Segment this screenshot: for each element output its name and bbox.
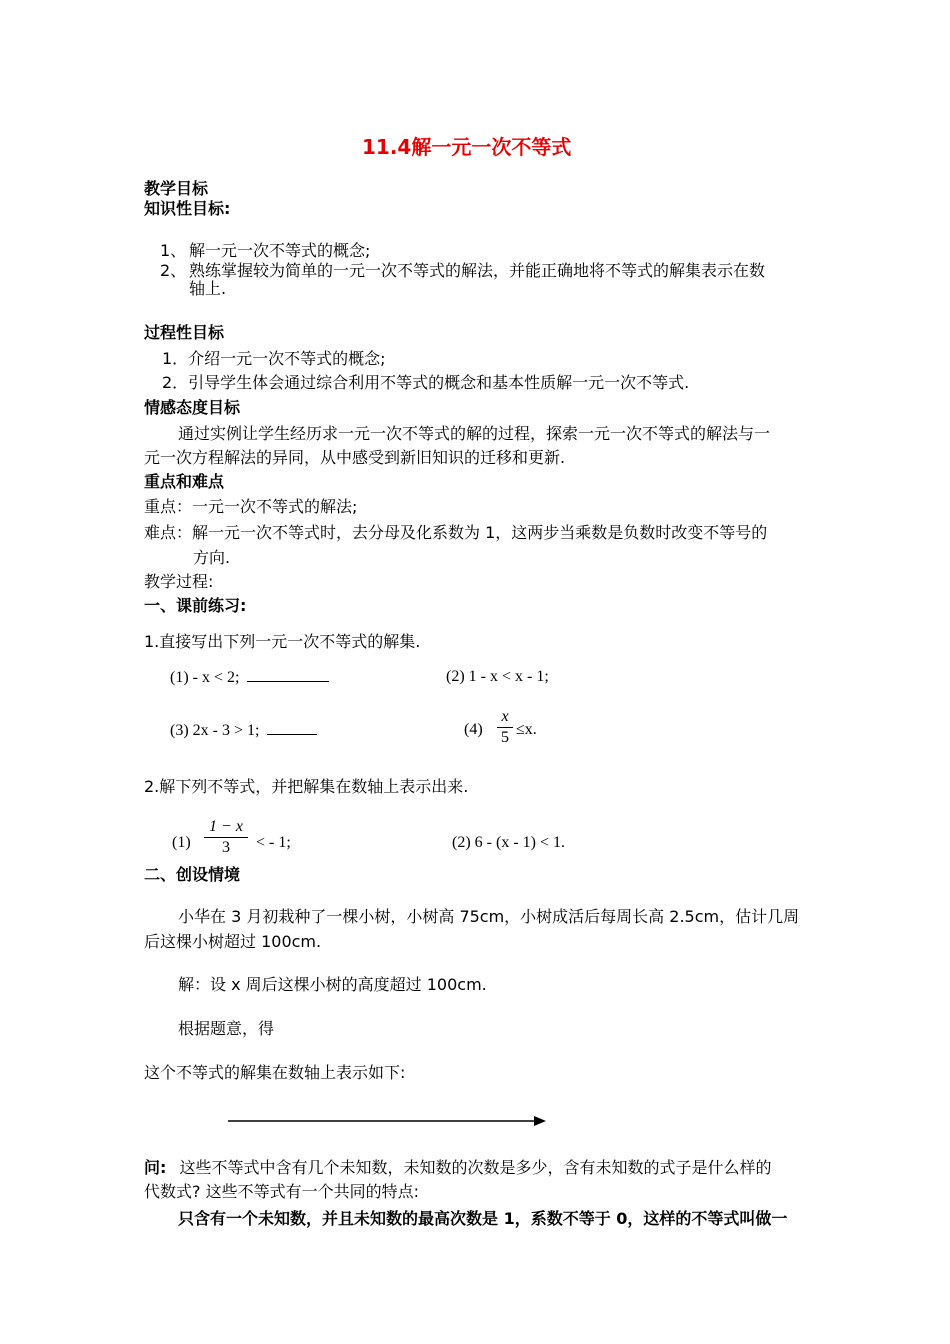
knowledge-item-text: 熟练掌握较为简单的一元一次不等式的解法，并能正确地将不等式的解集表示在数: [189, 261, 766, 280]
answer-blank[interactable]: [267, 720, 317, 735]
problem-1-4-label: (4): [464, 721, 483, 738]
knowledge-item-number: 2、: [160, 261, 187, 280]
section-practice-heading: 一、课前练习:: [144, 596, 247, 615]
knowledge-item-text: 解一元一次不等式的概念;: [189, 241, 371, 260]
fraction-numerator: x: [501, 708, 509, 725]
knowledge-item-number: 1、: [160, 241, 187, 260]
section-scenario-heading: 二、创设情境: [144, 865, 241, 884]
answer-blank[interactable]: [247, 667, 329, 682]
question-label: 问:: [144, 1158, 167, 1177]
teaching-process-label: 教学过程:: [144, 572, 214, 591]
fraction-denominator: 5: [501, 729, 509, 746]
process-goal-item: 2．引导学生体会通过综合利用不等式的概念和基本性质解一元一次不等式.: [162, 373, 690, 392]
key-difficulty: 难点：解一元一次不等式时，去分母及化系数为 1，这两步当乘数是负数时改变不等号的: [144, 523, 768, 542]
problem-2-1-label: (1): [172, 834, 191, 851]
number-line-caption: 这个不等式的解集在数轴上表示如下:: [144, 1063, 406, 1082]
fraction-numerator: 1 − x: [209, 818, 243, 835]
scenario-text: 小华在 3 月初栽种了一棵小树，小树高 75cm，小树成活后每周长高 2.5cm，估计几周: [178, 907, 800, 926]
according-to-problem: 根据题意，得: [178, 1019, 275, 1038]
conclusion-text: 只含有一个未知数，并且未知数的最高次数是 1，系数不等于 0，这样的不等式叫做一: [178, 1209, 788, 1228]
emotion-goals-heading: 情感态度目标: [144, 398, 241, 417]
emotion-goals-line: 通过实例让学生经历求一元一次不等式的解的过程，探索一元一次不等式的解法与一: [178, 424, 771, 443]
key-points-heading: 重点和难点: [144, 472, 225, 491]
problem-1-4-tail: ≤x.: [516, 721, 537, 738]
key-difficulty-continued: 方向.: [193, 548, 231, 567]
solution-setup: 解：设 x 周后这棵小树的高度超过 100cm.: [178, 975, 487, 994]
fraction-denominator: 3: [222, 839, 230, 856]
problem-1-1: (1) - x < 2;: [170, 667, 329, 688]
problem-2-1-tail: < - 1;: [256, 834, 291, 851]
fraction-bar: [204, 837, 248, 838]
key-focus: 重点：一元一次不等式的解法;: [144, 497, 358, 516]
emotion-goals-line: 元一次方程解法的异同，从中感受到新旧知识的迁移和更新.: [144, 448, 566, 467]
knowledge-item-text-continued: 轴上.: [189, 279, 227, 298]
problem-1-3: (3) 2x - 3 > 1;: [170, 720, 317, 741]
scenario-text: 后这棵小树超过 100cm.: [144, 932, 322, 951]
problem-1-2: (2) 1 - x < x - 1;: [446, 668, 549, 685]
question-text: 这些不等式中含有几个未知数，未知数的次数是多少，含有未知数的式子是什么样的: [179, 1158, 772, 1177]
practice-question-1: 1.直接写出下列一元一次不等式的解集.: [144, 632, 421, 651]
fraction-bar: [497, 727, 513, 728]
number-line-arrow: [534, 1116, 546, 1126]
process-goals-heading: 过程性目标: [144, 323, 225, 342]
practice-question-2: 2.解下列不等式，并把解集在数轴上表示出来.: [144, 777, 469, 796]
problem-2-2: (2) 6 - (x - 1) < 1.: [452, 834, 565, 851]
process-goal-item: 1．介绍一元一次不等式的概念;: [162, 349, 386, 368]
question-line: [144, 1158, 772, 1178]
fraction-x-over-5: [497, 708, 513, 747]
goals-heading: 教学目标: [144, 179, 209, 198]
knowledge-goals-heading: 知识性目标:: [144, 199, 231, 218]
page-title: 11.4解一元一次不等式: [362, 135, 572, 159]
fraction-1-minus-x-over-3: [204, 818, 248, 857]
number-line: [228, 1114, 548, 1128]
question-text-continued: 代数式? 这些不等式有一个共同的特点:: [144, 1182, 419, 1201]
